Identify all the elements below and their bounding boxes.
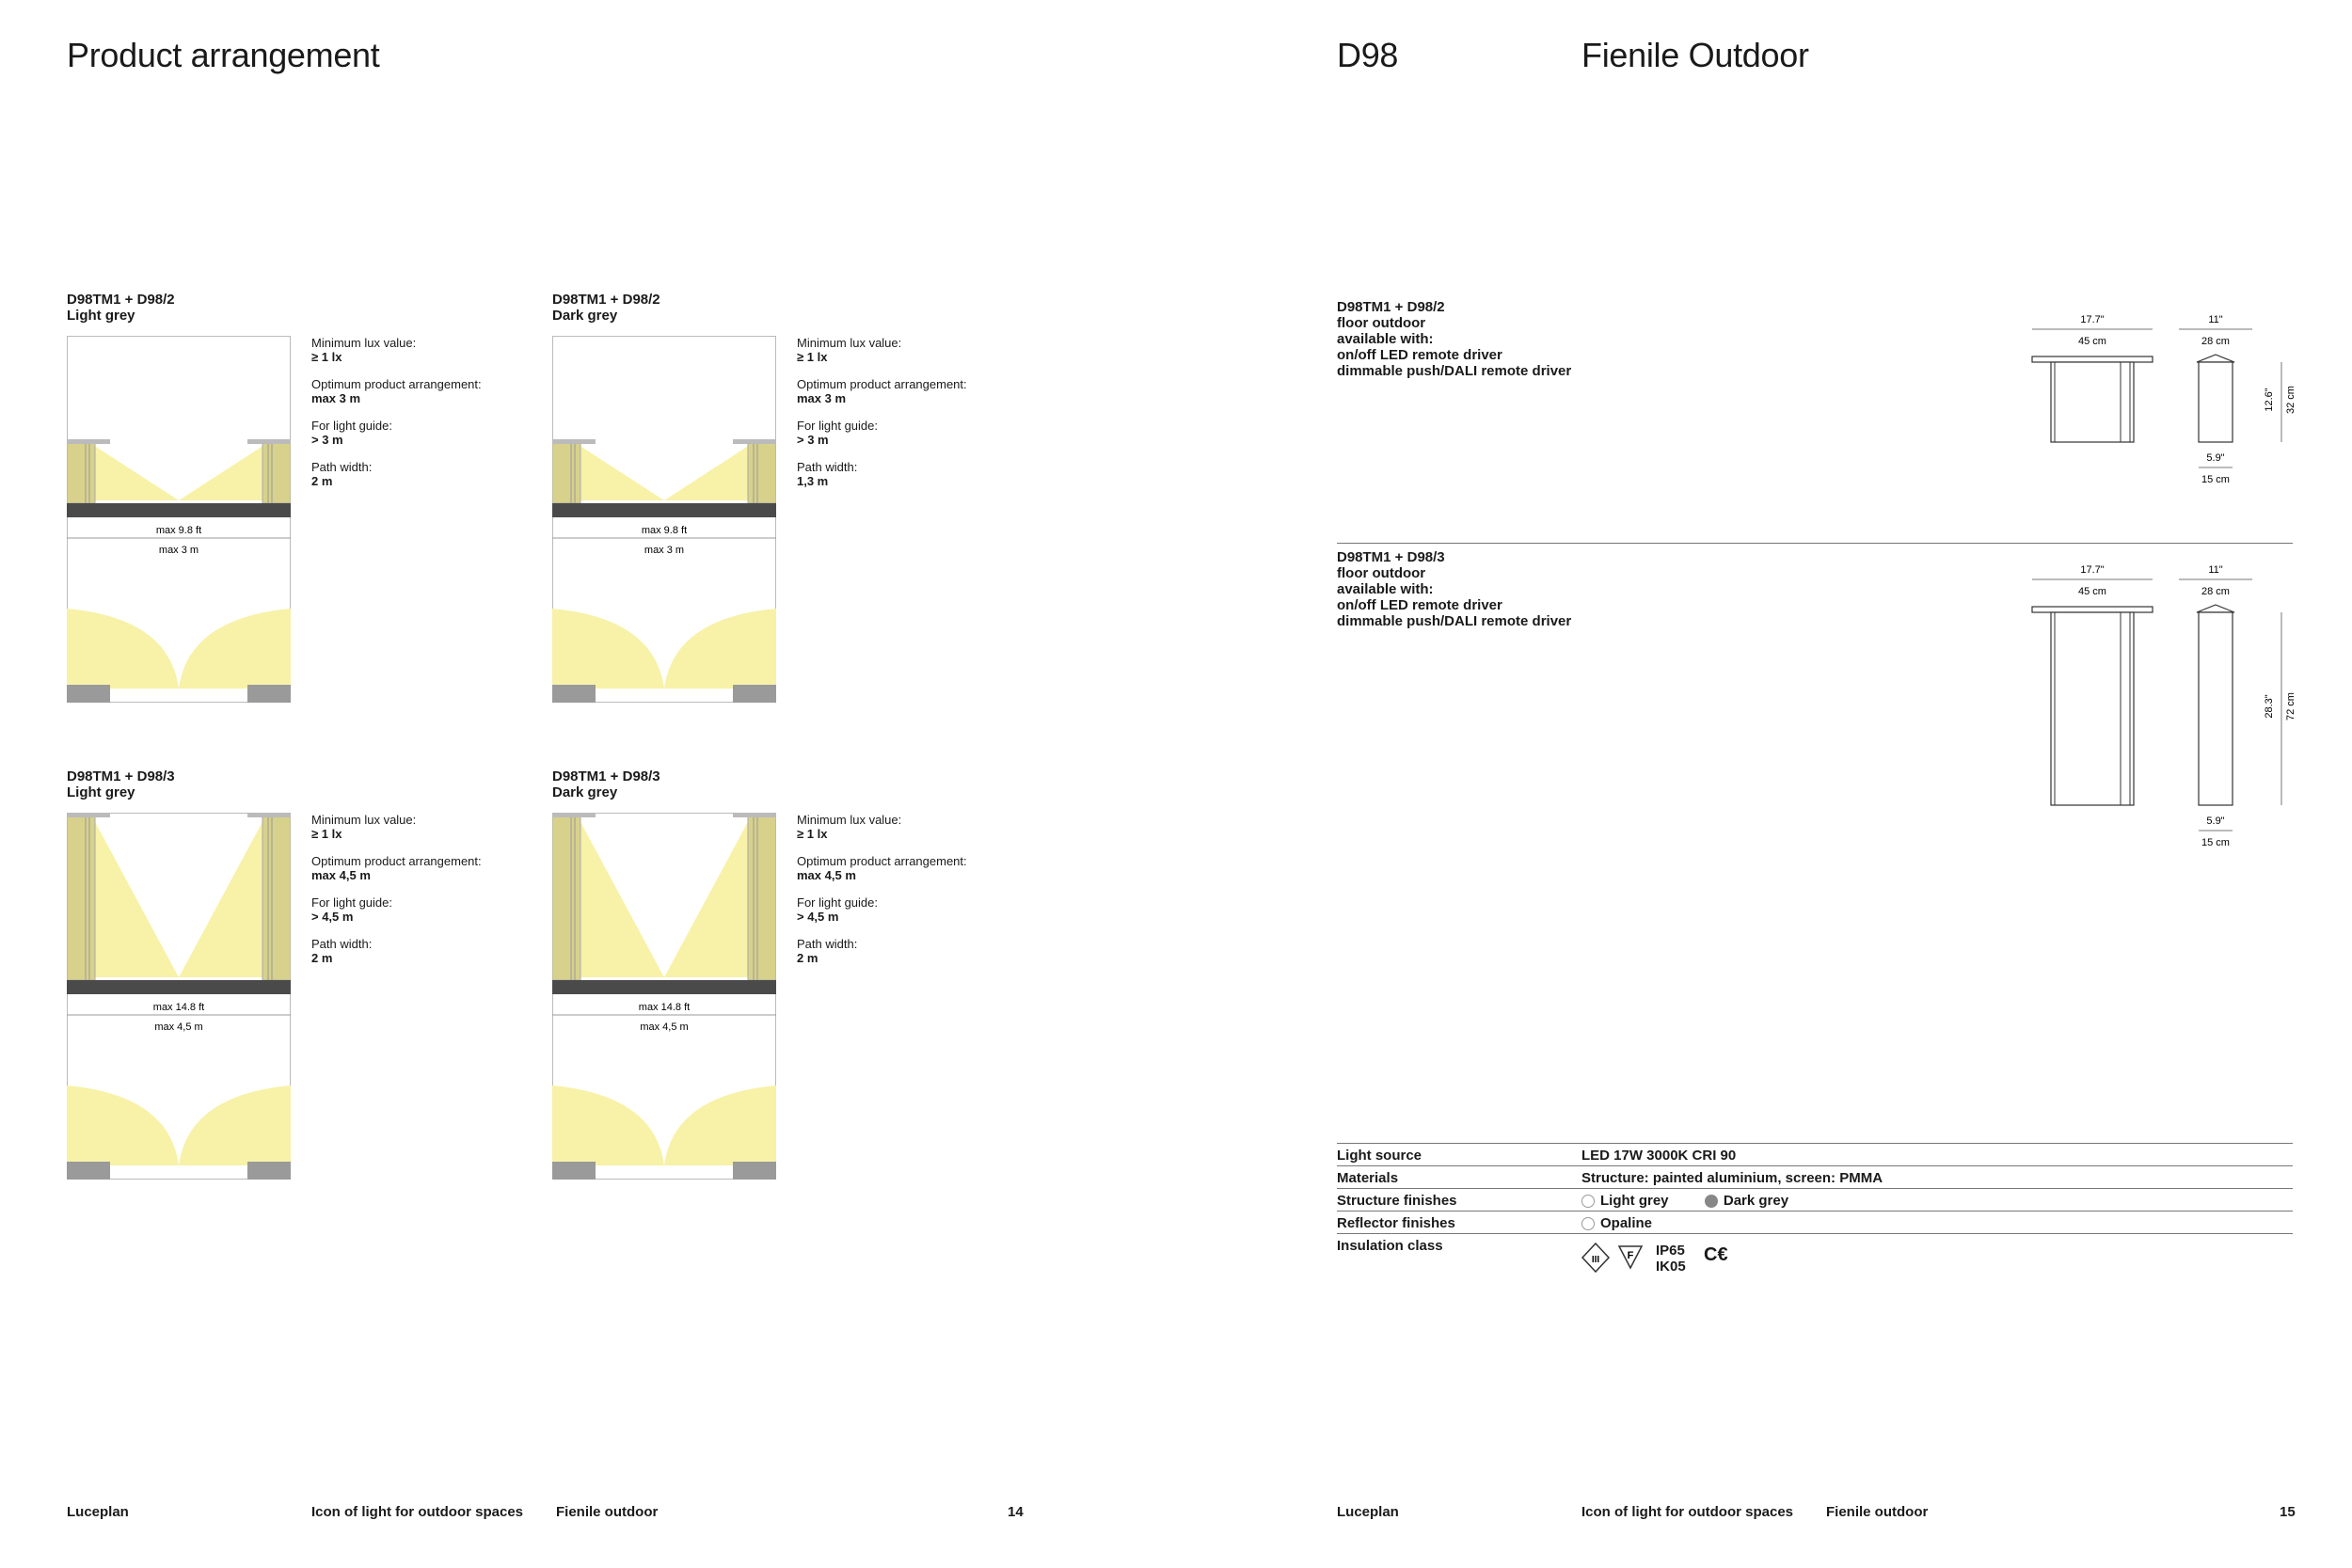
- class-iii-icon: [1581, 1242, 1618, 1275]
- height-cm: 72 cm: [2285, 692, 2296, 721]
- ce-mark-icon: C€: [1704, 1244, 1728, 1265]
- product-line: on/off LED remote driver: [1337, 597, 1502, 613]
- spec-key: Light source: [1337, 1148, 1422, 1164]
- width-inch: 17.7": [2080, 564, 2105, 576]
- diagram-caption: [67, 292, 175, 324]
- distance-ft: max 14.8 ft: [152, 1002, 205, 1013]
- arrangement-diagram: [552, 336, 776, 703]
- info-label: Path width:: [797, 937, 858, 951]
- distance-ft: max 9.8 ft: [641, 525, 688, 536]
- width-inch: 17.7": [2080, 314, 2105, 325]
- info-value: max 3 m: [311, 391, 361, 405]
- info-value: max 3 m: [797, 391, 847, 405]
- info-value: ≥ 1 lx: [311, 350, 342, 364]
- distance-ft: max 9.8 ft: [155, 525, 202, 536]
- info-value: max 4,5 m: [797, 868, 856, 882]
- dimension-drawing-1: [2013, 306, 2324, 494]
- footer-section-right: Fienile outdoor: [1826, 1504, 1929, 1520]
- product-line: dimmable push/DALI remote driver: [1337, 613, 1572, 629]
- footer-tagline-right: Icon of light for outdoor spaces: [1581, 1504, 1793, 1520]
- diagram-finish: Light grey: [67, 308, 135, 324]
- height-inch: 28.3": [2264, 694, 2275, 719]
- distance-m: max 4,5 m: [154, 1022, 203, 1033]
- diagram-info: [311, 813, 482, 978]
- info-label: For light guide:: [797, 895, 878, 910]
- info-value: 2 m: [311, 951, 333, 965]
- info-label: Path width:: [311, 937, 373, 951]
- product-line: D98TM1 + D98/2: [1337, 299, 1445, 315]
- spec-key: Materials: [1337, 1170, 1399, 1186]
- product-description-2: [1337, 549, 1571, 629]
- info-label: Optimum product arrangement:: [797, 854, 967, 868]
- spec-key: Structure finishes: [1337, 1193, 1457, 1209]
- spec-row-insulation-class: [1337, 1233, 2293, 1257]
- width-cm: 45 cm: [2078, 336, 2106, 347]
- info-label: Minimum lux value:: [311, 813, 417, 827]
- spec-value: Structure: painted aluminium, screen: PMMA: [1581, 1170, 1883, 1186]
- page-title: Product arrangement: [67, 36, 380, 74]
- product-line: floor outdoor: [1337, 565, 1426, 581]
- diagram-caption: [552, 768, 660, 800]
- depth-cm: 28 cm: [2201, 336, 2230, 347]
- product-line: available with:: [1337, 331, 1434, 347]
- page-number-left: 14: [1008, 1504, 1024, 1520]
- info-label: For light guide:: [797, 419, 878, 433]
- spec-row-structure-finishes: [1337, 1188, 2293, 1212]
- info-label: Minimum lux value:: [797, 813, 902, 827]
- product-code: D98: [1337, 36, 1399, 74]
- diagram-caption: [552, 292, 660, 324]
- spec-value: [1581, 1215, 1652, 1231]
- distance-m: max 3 m: [158, 545, 199, 556]
- footer-section-left: Fienile outdoor: [556, 1504, 659, 1520]
- spec-key: Reflector finishes: [1337, 1215, 1455, 1231]
- diagram-finish: Dark grey: [552, 784, 618, 800]
- diagram-finish: Light grey: [67, 784, 135, 800]
- depth-inch: 11": [2208, 314, 2223, 325]
- product-description-1: [1337, 299, 1571, 379]
- info-value: 2 m: [797, 951, 818, 965]
- width-cm: 45 cm: [2078, 586, 2106, 597]
- info-value: ≥ 1 lx: [797, 350, 828, 364]
- info-value: 1,3 m: [797, 474, 829, 488]
- spec-row-materials: [1337, 1165, 2293, 1189]
- footer-tagline-left: Icon of light for outdoor spaces: [311, 1504, 523, 1520]
- light-grey-swatch: [1581, 1195, 1595, 1208]
- spec-row-reflector-finishes: [1337, 1211, 2293, 1234]
- product-title: Fienile Outdoor: [1581, 36, 1809, 74]
- product-line: floor outdoor: [1337, 315, 1426, 331]
- info-value: > 4,5 m: [311, 910, 354, 924]
- f-mark-icon: [1616, 1243, 1645, 1272]
- height-inch: 12.6": [2264, 388, 2275, 412]
- info-value: > 4,5 m: [797, 910, 839, 924]
- info-label: For light guide:: [311, 895, 392, 910]
- diagram-code: D98TM1 + D98/3: [552, 768, 660, 784]
- opaline-swatch: [1581, 1217, 1595, 1230]
- svg-text:III: III: [1591, 1255, 1600, 1265]
- ip-ik-ratings: [1656, 1243, 1686, 1275]
- finish-dark-grey: Dark grey: [1723, 1193, 1789, 1209]
- info-value: 2 m: [311, 474, 333, 488]
- info-label: Optimum product arrangement:: [311, 854, 482, 868]
- footer-brand-left: Luceplan: [67, 1504, 129, 1520]
- finish-light-grey: Light grey: [1600, 1193, 1669, 1209]
- base-cm: 15 cm: [2201, 474, 2230, 485]
- info-value: > 3 m: [797, 433, 829, 447]
- spec-row-light-source: [1337, 1143, 2293, 1166]
- arrangement-diagram: [552, 813, 776, 1180]
- product-line: D98TM1 + D98/3: [1337, 549, 1445, 565]
- diagram-info: [797, 336, 967, 501]
- distance-ft: max 14.8 ft: [638, 1002, 691, 1013]
- page-number-right: 15: [2280, 1504, 2296, 1520]
- distance-m: max 4,5 m: [640, 1022, 689, 1033]
- diagram-code: D98TM1 + D98/2: [552, 292, 660, 308]
- info-value: > 3 m: [311, 433, 343, 447]
- info-label: Path width:: [797, 460, 858, 474]
- depth-cm: 28 cm: [2201, 586, 2230, 597]
- info-label: Minimum lux value:: [797, 336, 902, 350]
- base-inch: 5.9": [2206, 816, 2225, 827]
- diagram-info: [797, 813, 967, 978]
- base-inch: 5.9": [2206, 452, 2225, 464]
- spec-value: LED 17W 3000K CRI 90: [1581, 1148, 1737, 1164]
- info-label: Path width:: [311, 460, 373, 474]
- diagram-caption: [67, 768, 175, 800]
- base-cm: 15 cm: [2201, 837, 2230, 847]
- divider: [1337, 543, 2293, 544]
- arrangement-diagram: [67, 336, 291, 703]
- info-label: For light guide:: [311, 419, 392, 433]
- diagram-info: [311, 336, 482, 501]
- diagram-code: D98TM1 + D98/3: [67, 768, 175, 784]
- ip-rating: IP65: [1656, 1243, 1685, 1259]
- dimension-drawing-2: [2013, 556, 2324, 847]
- depth-inch: 11": [2208, 564, 2223, 576]
- info-label: Optimum product arrangement:: [797, 377, 967, 391]
- footer-brand-right: Luceplan: [1337, 1504, 1399, 1520]
- arrangement-diagram: [67, 813, 291, 1180]
- diagram-code: D98TM1 + D98/2: [67, 292, 175, 308]
- svg-text:F: F: [1627, 1250, 1634, 1261]
- finish-opaline: Opaline: [1600, 1215, 1653, 1231]
- spec-value: [1581, 1193, 1788, 1209]
- product-line: on/off LED remote driver: [1337, 347, 1502, 363]
- info-value: max 4,5 m: [311, 868, 371, 882]
- product-line: dimmable push/DALI remote driver: [1337, 363, 1572, 379]
- spec-key: Insulation class: [1337, 1238, 1443, 1254]
- info-value: ≥ 1 lx: [797, 827, 828, 841]
- distance-m: max 3 m: [644, 545, 685, 556]
- info-label: Minimum lux value:: [311, 336, 417, 350]
- info-label: Optimum product arrangement:: [311, 377, 482, 391]
- dark-grey-swatch: [1705, 1195, 1718, 1208]
- info-value: ≥ 1 lx: [311, 827, 342, 841]
- ik-rating: IK05: [1656, 1259, 1686, 1275]
- product-line: available with:: [1337, 581, 1434, 597]
- diagram-finish: Dark grey: [552, 308, 618, 324]
- height-cm: 32 cm: [2285, 386, 2296, 414]
